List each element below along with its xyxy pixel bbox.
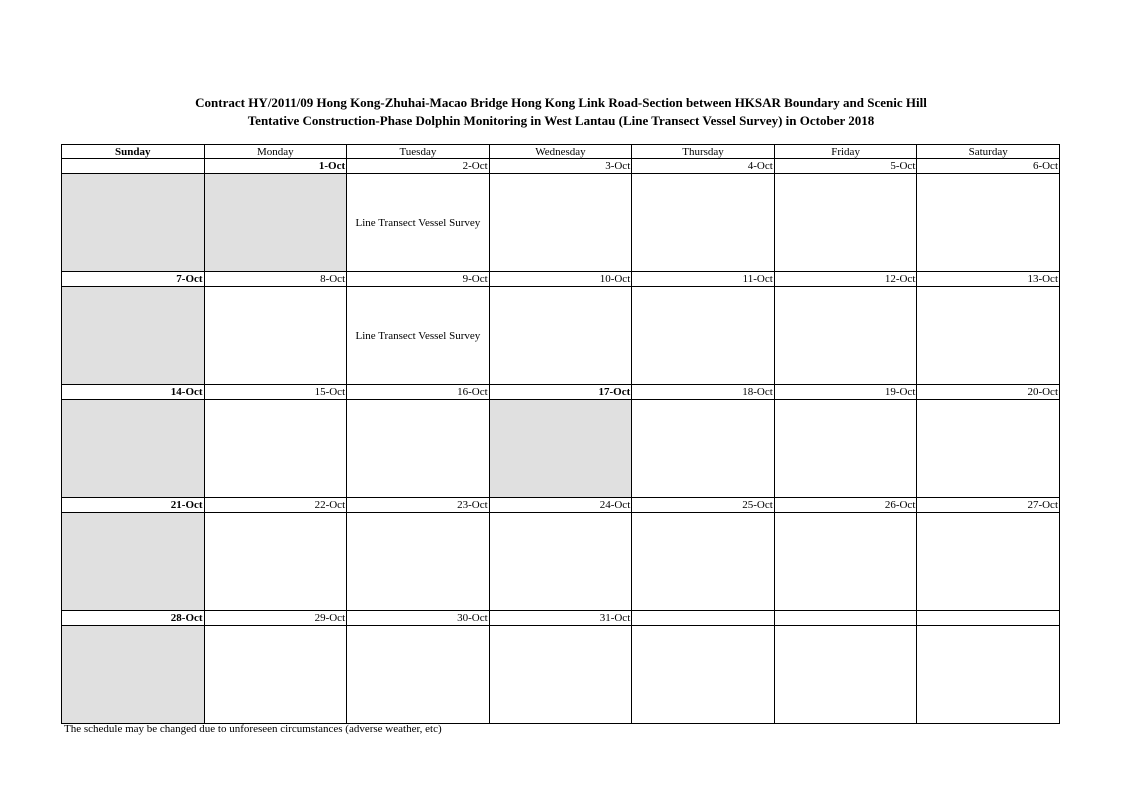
week-3-date-row [62,385,1060,400]
date-cell: 29-Oct [204,611,347,626]
week-3-event-row [62,400,1060,498]
date-cell: 8-Oct [204,272,347,287]
event-cell [347,626,490,724]
event-cell [204,400,347,498]
event-cell [347,513,490,611]
event-cell [489,287,632,385]
date-cell: 2-Oct [347,159,490,174]
weekday-friday: Friday [774,145,917,159]
event-cell [204,513,347,611]
date-cell: 21-Oct [62,498,205,513]
week-1-event-row [62,174,1060,272]
date-cell [774,611,917,626]
date-cell [917,611,1060,626]
event-cell [62,287,205,385]
weekday-thursday: Thursday [632,145,775,159]
event-cell [632,626,775,724]
event-cell [632,400,775,498]
date-cell: 3-Oct [489,159,632,174]
week-5-event-row [62,626,1060,724]
event-cell [774,626,917,724]
event-cell [489,174,632,272]
calendar [61,144,1060,722]
event-cell: Line Transect Vessel Survey [347,174,490,272]
event-cell [62,626,205,724]
title-line-1: Contract HY/2011/09 Hong Kong-Zhuhai-Macao Bridge Hong Kong Link Road-Section between HKSAR Boundary and Scenic Hill [195,95,927,110]
date-cell: 7-Oct [62,272,205,287]
calendar-table [61,144,1060,724]
weekday-monday: Monday [204,145,347,159]
event-cell [204,174,347,272]
event-cell [62,174,205,272]
event-cell [62,513,205,611]
event-cell [774,513,917,611]
event-cell [62,400,205,498]
date-cell [62,159,205,174]
footnote: The schedule may be changed due to unforeseen circumstances (adverse weather, etc) [64,723,442,735]
calendar-body [62,159,1060,724]
week-2-event-row [62,287,1060,385]
date-cell [632,611,775,626]
date-cell: 15-Oct [204,385,347,400]
event-cell [204,626,347,724]
date-cell: 31-Oct [489,611,632,626]
date-cell: 10-Oct [489,272,632,287]
date-cell: 11-Oct [632,272,775,287]
date-cell: 30-Oct [347,611,490,626]
weekday-wednesday: Wednesday [489,145,632,159]
event-cell [917,174,1060,272]
event-cell [917,287,1060,385]
event-cell: Line Transect Vessel Survey [347,287,490,385]
date-cell: 25-Oct [632,498,775,513]
date-cell: 19-Oct [774,385,917,400]
date-cell: 9-Oct [347,272,490,287]
weekday-saturday: Saturday [917,145,1060,159]
date-cell: 12-Oct [774,272,917,287]
event-cell [489,513,632,611]
week-4-event-row [62,513,1060,611]
date-cell: 5-Oct [774,159,917,174]
date-cell: 18-Oct [632,385,775,400]
event-cell [774,287,917,385]
date-cell: 27-Oct [917,498,1060,513]
date-cell: 1-Oct [204,159,347,174]
title-line-2: Tentative Construction-Phase Dolphin Monitoring in West Lantau (Line Transect Vessel Survey) in October 2018 [247,113,875,128]
week-5-date-row [62,611,1060,626]
date-cell: 24-Oct [489,498,632,513]
event-cell [917,626,1060,724]
date-cell: 13-Oct [917,272,1060,287]
date-cell: 16-Oct [347,385,490,400]
event-cell [774,174,917,272]
date-cell: 26-Oct [774,498,917,513]
event-cell [632,174,775,272]
event-cell [774,400,917,498]
week-2-date-row [62,272,1060,287]
date-cell: 4-Oct [632,159,775,174]
weekday-sunday: Sunday [62,145,205,159]
date-cell: 28-Oct [62,611,205,626]
week-4-date-row [62,498,1060,513]
weekday-header-row [62,145,1060,159]
event-cell [347,400,490,498]
event-cell [489,400,632,498]
date-cell: 6-Oct [917,159,1060,174]
date-cell: 20-Oct [917,385,1060,400]
date-cell: 14-Oct [62,385,205,400]
event-cell [489,626,632,724]
date-cell: 22-Oct [204,498,347,513]
date-cell: 23-Oct [347,498,490,513]
event-cell [632,513,775,611]
date-cell: 17-Oct [489,385,632,400]
week-1-date-row [62,159,1060,174]
weekday-tuesday: Tuesday [347,145,490,159]
event-cell [204,287,347,385]
event-cell [632,287,775,385]
event-cell [917,400,1060,498]
event-cell [917,513,1060,611]
